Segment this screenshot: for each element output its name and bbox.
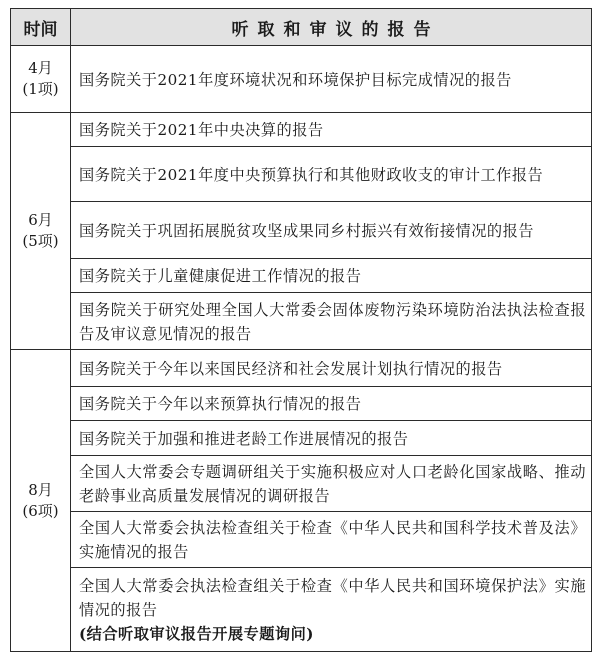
header-reports-label: 听取和审议的报告 [231, 19, 440, 40]
table-row [11, 202, 592, 259]
table-row [11, 259, 592, 293]
month-item-count: (5项) [22, 232, 59, 250]
report-item [71, 46, 592, 113]
month-item-count: (1项) [22, 80, 59, 98]
report-title: 国务院关于巩固拓展脱贫攻坚成果同乡村振兴有效衔接情况的报告 [79, 221, 534, 240]
table-row [11, 147, 592, 202]
report-title: 国务院关于今年以来国民经济和社会发展计划执行情况的报告 [79, 359, 503, 378]
header-reports [71, 9, 592, 46]
table-row [11, 46, 592, 113]
report-title: 全国人大常委会专题调研组关于实施积极应对人口老龄化国家战略、推动老龄事业高质量发展情况的调研报告 [79, 463, 586, 505]
table-row [11, 568, 592, 652]
report-title: 国务院关于加强和推进老龄工作进展情况的报告 [79, 429, 409, 448]
report-title: 国务院关于2021年度中央预算执行和其他财政收支的审计工作报告 [79, 165, 544, 184]
report-title: 全国人大常委会执法检查组关于检查《中华人民共和国环境保护法》实施情况的报告 [79, 577, 586, 619]
report-item [71, 421, 592, 456]
table-row [11, 456, 592, 512]
report-note: (结合听取审议报告开展专题询问) [79, 625, 314, 643]
table-body [11, 46, 592, 652]
table-row [11, 387, 592, 421]
month-cell-august [11, 350, 71, 652]
report-title: 国务院关于研究处理全国人大常委会固体废物污染环境防治法执法检查报告及审议意见情况的报告 [79, 300, 586, 343]
table-row [11, 113, 592, 147]
month-label: 8月 [28, 480, 53, 499]
report-item [71, 512, 592, 568]
report-item [71, 350, 592, 387]
report-item [71, 147, 592, 202]
report-title: 国务院关于今年以来预算执行情况的报告 [79, 395, 362, 413]
report-title: 国务院关于2021年中央决算的报告 [79, 121, 324, 139]
month-cell-june [11, 113, 71, 350]
report-item [71, 387, 592, 421]
report-item [71, 293, 592, 350]
month-label: 4月 [28, 59, 53, 77]
header-time: 时间 [11, 9, 71, 46]
table-row [11, 512, 592, 568]
report-item [71, 113, 592, 147]
report-item [71, 456, 592, 512]
report-title: 国务院关于2021年度环境状况和环境保护目标完成情况的报告 [79, 70, 512, 89]
table-header [11, 9, 592, 46]
table-row [11, 293, 592, 350]
header-row [11, 9, 592, 46]
report-schedule-table [10, 8, 592, 652]
report-item [71, 568, 592, 652]
report-title: 国务院关于儿童健康促进工作情况的报告 [79, 267, 362, 285]
report-title: 全国人大常委会执法检查组关于检查《中华人民共和国科学技术普及法》实施情况的报告 [79, 519, 586, 561]
month-item-count: (6项) [22, 501, 59, 520]
report-item [71, 202, 592, 259]
month-label: 6月 [28, 211, 53, 229]
month-cell-april [11, 46, 71, 113]
table-row [11, 421, 592, 456]
table-row [11, 350, 592, 387]
report-item [71, 259, 592, 293]
